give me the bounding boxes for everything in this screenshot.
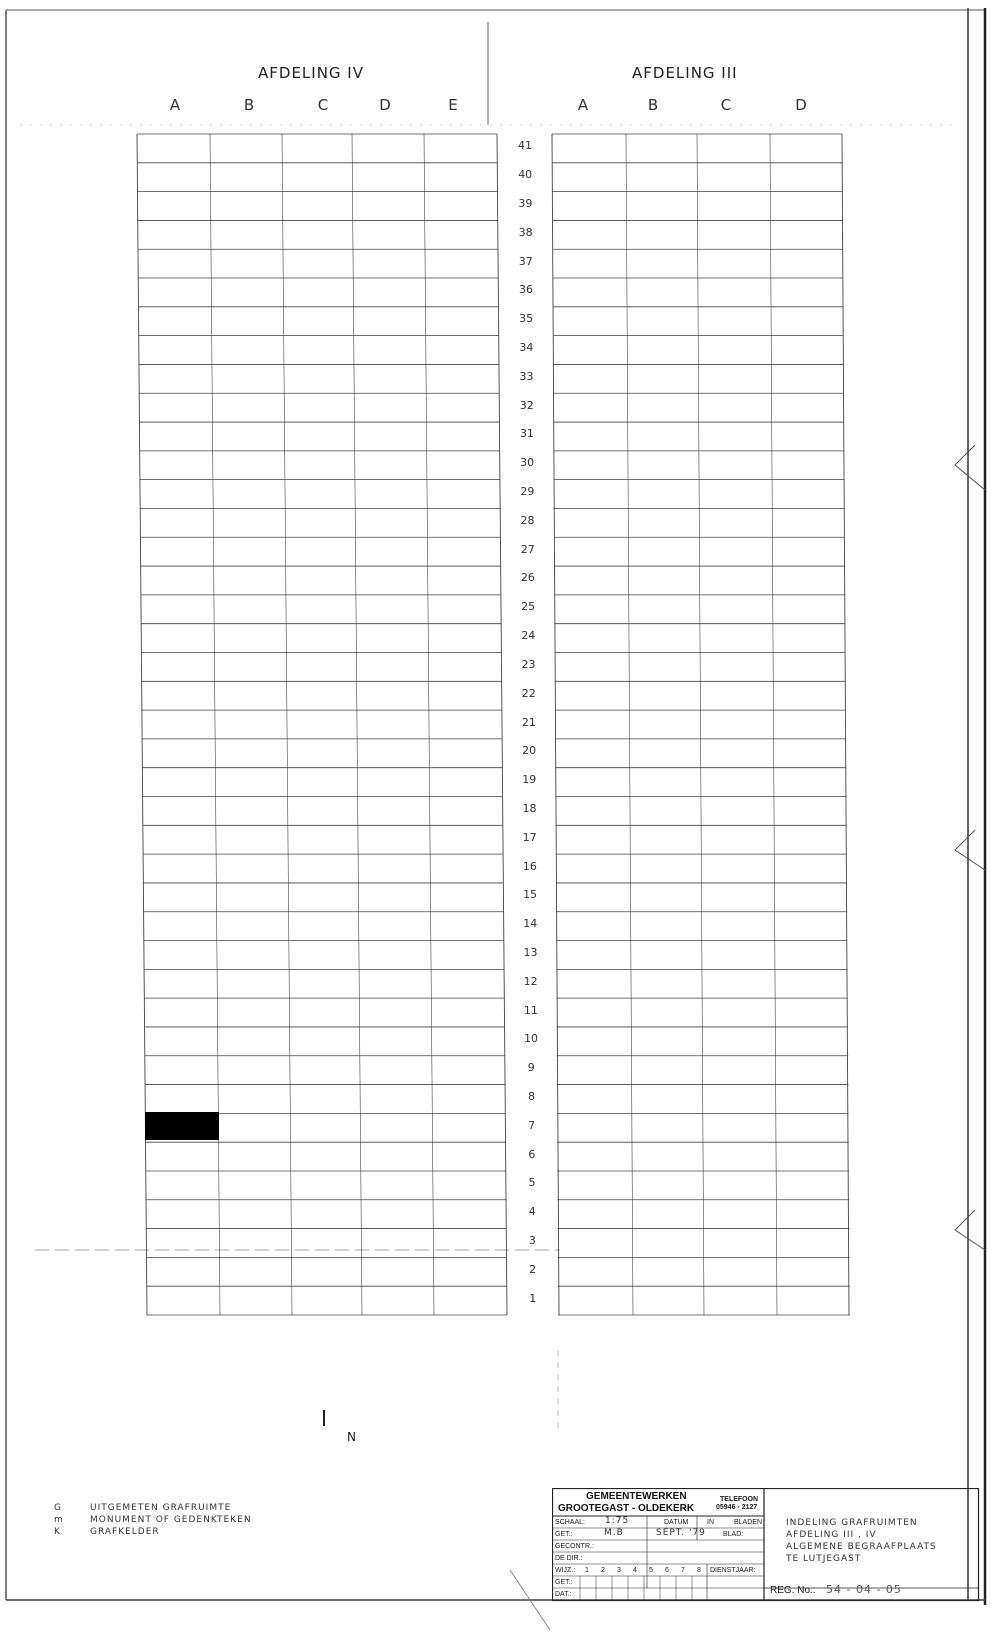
- org-name-line2: GROOTEGAST - OLDEKERK: [558, 1503, 695, 1514]
- schaal-value: 1:75: [605, 1516, 630, 1526]
- description-line-2: AFDELING III , IV: [786, 1530, 877, 1540]
- row-number: 39: [518, 197, 533, 210]
- reg-no-value: 54 - 04 - 05: [826, 1583, 902, 1596]
- column-label-iii-a: A: [577, 96, 589, 114]
- row-number: 6: [528, 1147, 536, 1161]
- wijz-number: 8: [697, 1567, 701, 1574]
- row-number: 24: [521, 629, 536, 643]
- section-title-afdeling-iii: AFDELING III: [632, 64, 738, 82]
- legend-text: UITGEMETEN GRAFRUIMTE: [90, 1503, 232, 1513]
- row-number: 33: [519, 369, 534, 383]
- row-number: 28: [520, 513, 535, 527]
- column-label-iii-d: D: [795, 96, 807, 114]
- telefoon-label: TELEFOON: [720, 1496, 759, 1503]
- reg-no-label: REG. No.:: [770, 1585, 816, 1596]
- schaal-label: SCHAAL:: [555, 1519, 585, 1526]
- row-number: 20: [522, 744, 537, 758]
- row-number: 29: [520, 485, 535, 499]
- row-number: 35: [519, 312, 534, 326]
- wijz-number: 7: [681, 1567, 685, 1574]
- legend-code: G: [54, 1503, 62, 1513]
- row-number: 17: [522, 830, 537, 844]
- row-number: 22: [521, 686, 536, 700]
- column-label-iii-c: C: [720, 96, 732, 114]
- description-line-3: ALGEMENE BEGRAAFPLAATS: [786, 1542, 937, 1552]
- row-number: 31: [519, 427, 534, 441]
- row-number: 26: [520, 571, 535, 585]
- row-number: 14: [523, 917, 538, 931]
- in-label: IN: [707, 1519, 714, 1526]
- row-number: 16: [522, 859, 537, 873]
- row-number: 13: [523, 945, 538, 959]
- row-number: 8: [527, 1089, 535, 1103]
- row-number: 38: [518, 225, 533, 239]
- column-label-iv-c: C: [317, 96, 329, 114]
- bladen-label: BLADEN: [734, 1519, 763, 1526]
- column-label-iv-a: A: [169, 96, 181, 114]
- wijz-number: 2: [601, 1567, 605, 1574]
- column-label-iv-e: E: [448, 96, 458, 114]
- row-number: 27: [520, 542, 535, 556]
- get2-label: GET.:: [555, 1579, 573, 1586]
- row-number: 3: [528, 1233, 536, 1247]
- north-arrow: [323, 1410, 325, 1426]
- legend-item-m: [54, 1515, 252, 1525]
- telefoon-number: 05946 - 2127: [716, 1504, 758, 1511]
- column-label-iv-d: D: [379, 96, 391, 114]
- row-number: 11: [523, 1003, 538, 1017]
- row-number: 12: [523, 974, 538, 988]
- wijz-label: WIJZ.:: [555, 1567, 576, 1574]
- wijz-number: 5: [649, 1567, 653, 1574]
- row-number: 41: [518, 139, 532, 153]
- row-number: 37: [518, 254, 533, 268]
- wijz-number: 6: [665, 1567, 669, 1574]
- row-number: 23: [521, 657, 536, 671]
- row-number: 10: [524, 1032, 539, 1046]
- get-value: M.B: [604, 1528, 624, 1538]
- legend-text: GRAFKELDER: [90, 1527, 160, 1537]
- row-number: 21: [521, 715, 536, 729]
- row-number: 7: [528, 1118, 536, 1132]
- filled-plot-iv-a-7[interactable]: [145, 1112, 219, 1140]
- legend-item-g: [54, 1503, 231, 1513]
- description-line-1: INDELING GRAFRUIMTEN: [786, 1518, 918, 1528]
- row-number: 36: [518, 283, 533, 297]
- column-label-iv-b: B: [243, 96, 255, 114]
- legend-code: K: [54, 1527, 61, 1537]
- row-number: 1: [529, 1291, 537, 1305]
- wijz-number: 1: [585, 1567, 589, 1574]
- row-number: 2: [529, 1262, 537, 1276]
- row-number: 4: [528, 1205, 536, 1219]
- row-number: 32: [519, 398, 534, 412]
- column-label-iii-b: B: [647, 96, 659, 114]
- row-number: 18: [522, 801, 537, 815]
- org-name-line1: GEMEENTEWERKEN: [586, 1491, 687, 1502]
- row-number: 34: [519, 341, 534, 355]
- wijz-number: 4: [633, 1567, 637, 1574]
- gecontr-label: GECONTR.:: [555, 1543, 594, 1550]
- blad-label: BLAD:: [723, 1531, 744, 1538]
- row-number: 19: [522, 773, 537, 787]
- row-number: 9: [527, 1061, 535, 1075]
- legend-code: m: [54, 1515, 64, 1525]
- description-line-4: TE LUTJEGAST: [786, 1554, 862, 1564]
- wijz-number: 3: [617, 1567, 621, 1574]
- section-title-afdeling-iv: AFDELING IV: [258, 64, 364, 82]
- row-number: 40: [518, 168, 533, 182]
- north-label: N: [347, 1430, 356, 1444]
- row-number: 25: [521, 600, 536, 614]
- datum-label: DATUM: [664, 1519, 689, 1526]
- row-number: 15: [523, 888, 538, 902]
- datum-value: SEPT. '79: [656, 1528, 706, 1538]
- legend-text: MONUMENT OF GEDENKTEKEN: [90, 1515, 252, 1525]
- dienstjaar-label: DIENSTJAAR:: [710, 1567, 756, 1574]
- de-dir-label: DE DIR.:: [555, 1555, 583, 1562]
- legend-item-k: [54, 1527, 160, 1537]
- dat-label: DAT.:: [555, 1591, 572, 1598]
- get-label: GET.:: [555, 1531, 573, 1538]
- row-number: 5: [528, 1176, 536, 1190]
- row-number: 30: [520, 456, 535, 470]
